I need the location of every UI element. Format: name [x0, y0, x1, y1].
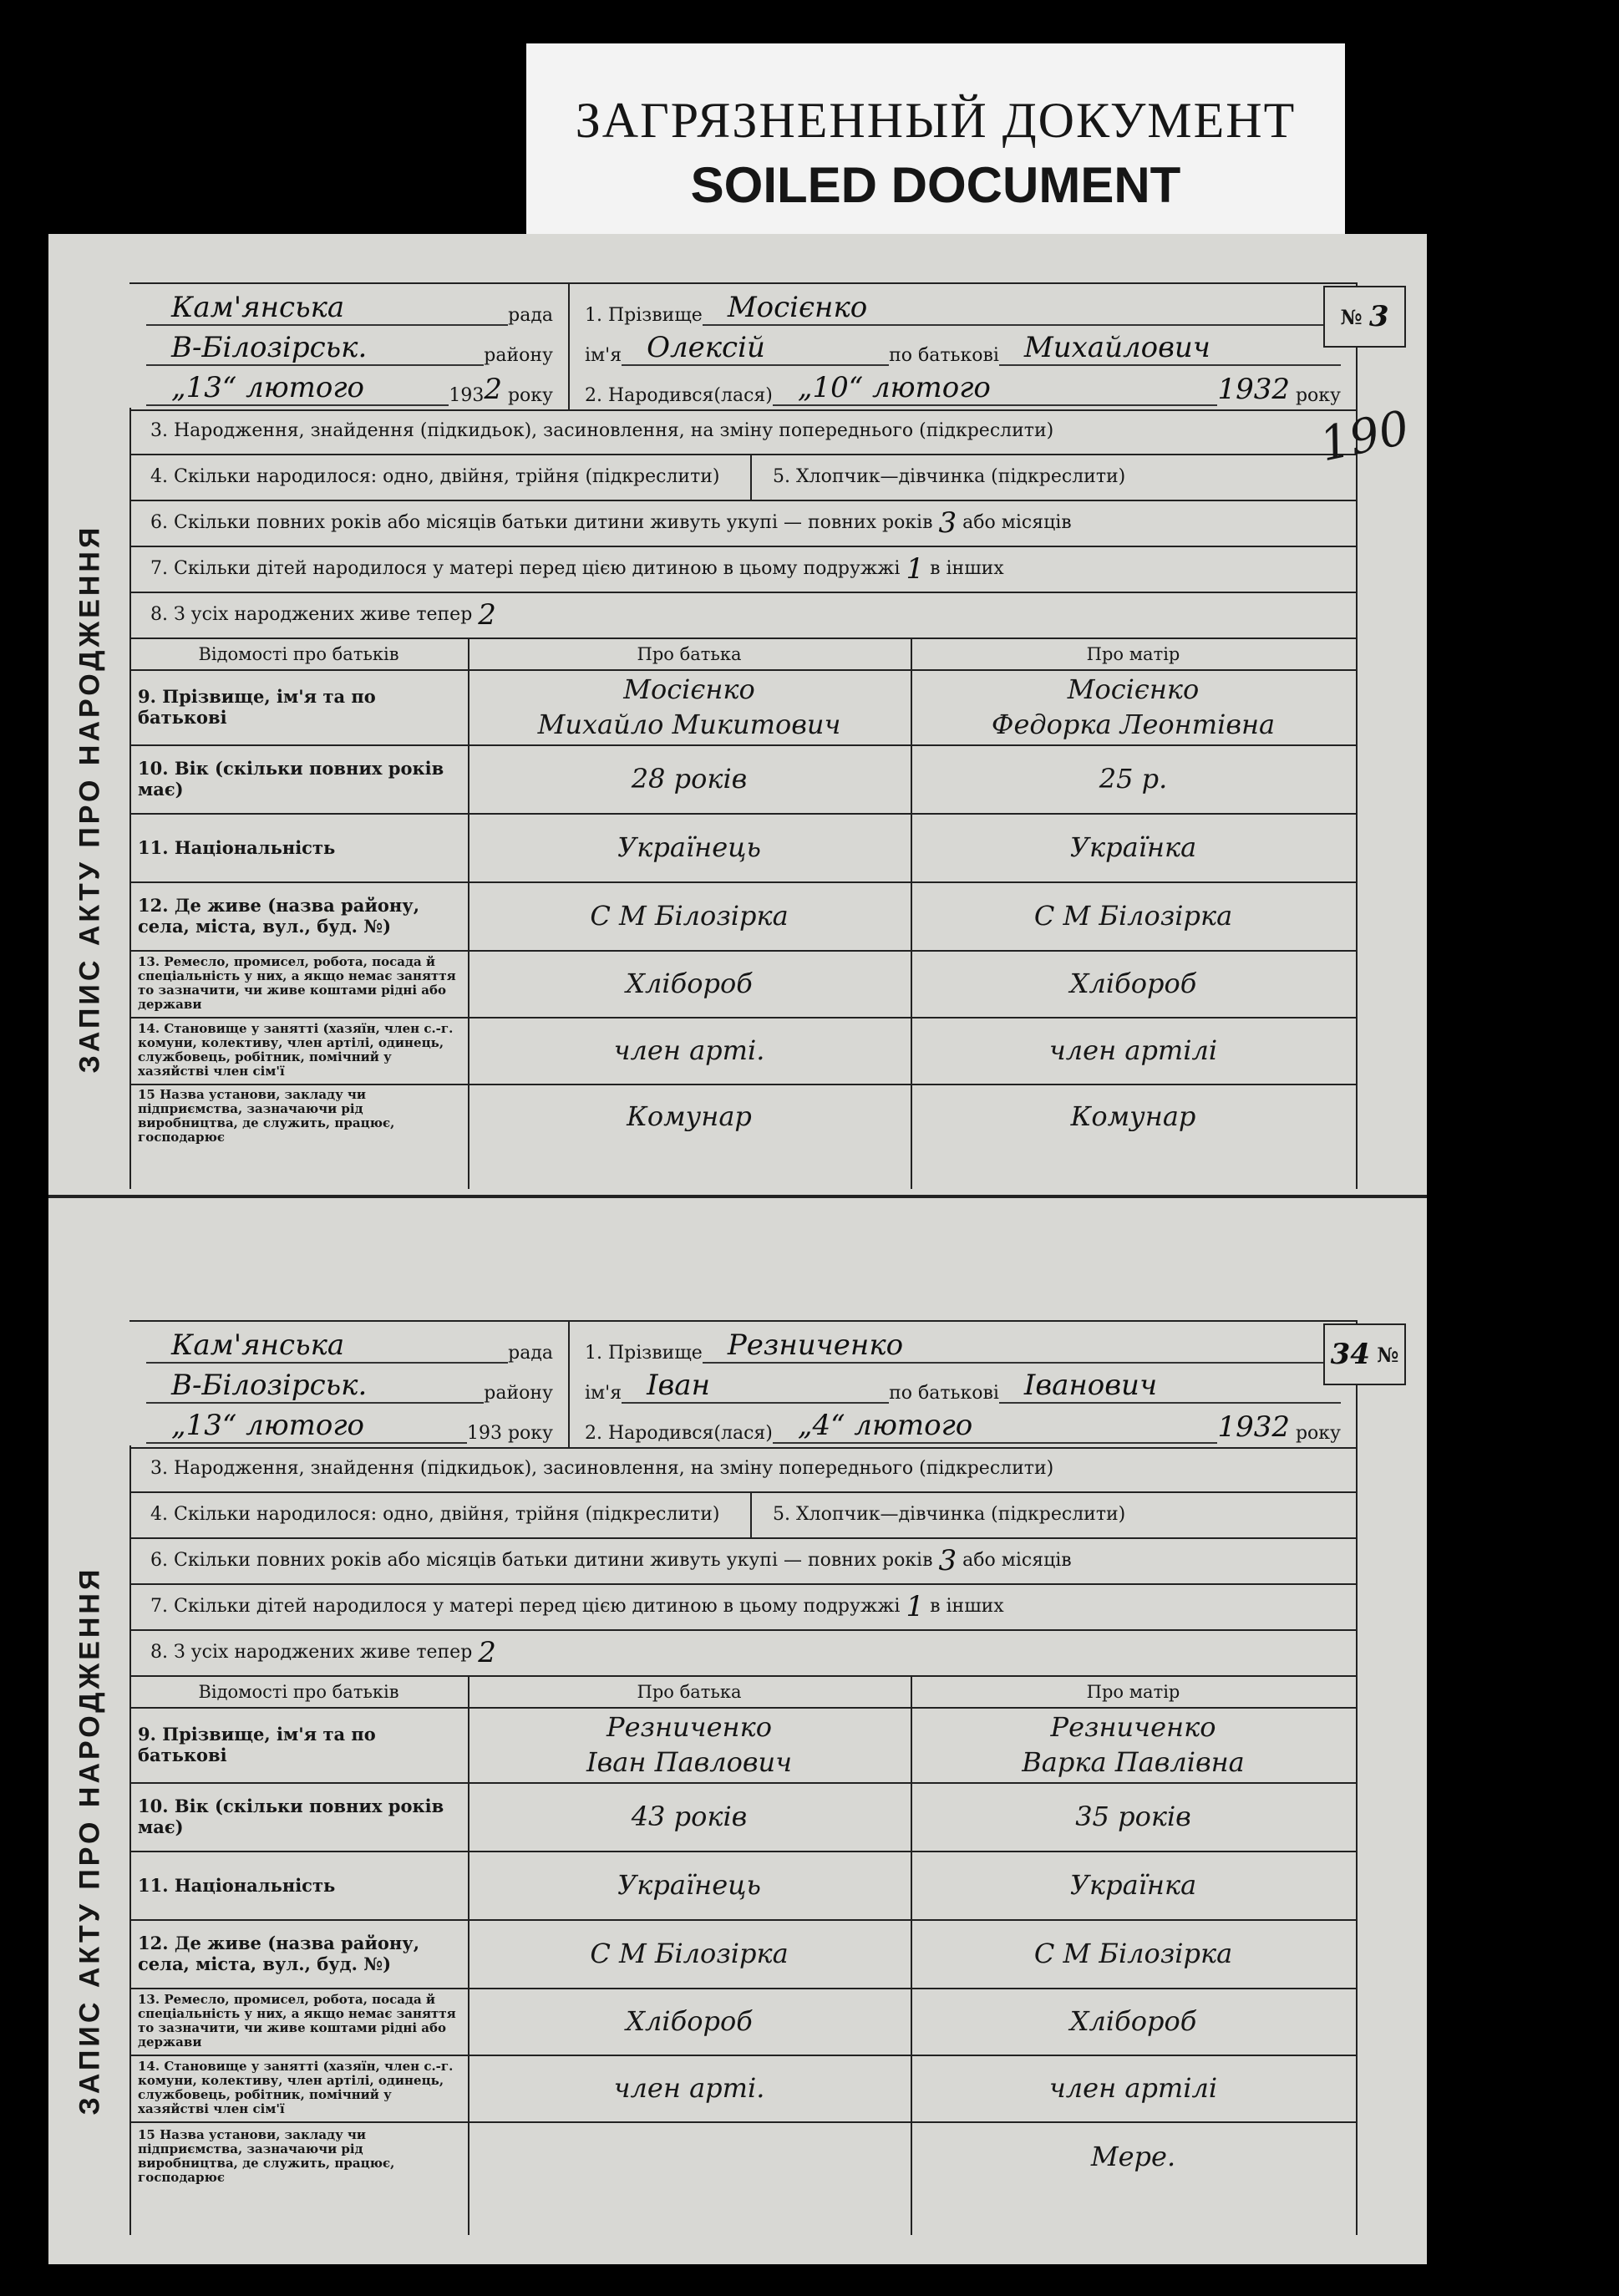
roku-label: року [1295, 385, 1341, 406]
mother-org: Комунар [1070, 1100, 1196, 1132]
mother-nationality: Українка [1069, 831, 1197, 863]
surname-label: 1. Прізвище [585, 305, 703, 326]
label-russian: ЗАГРЯЗНЕННЫЙ ДОКУМЕНТ [575, 93, 1297, 148]
question-6: 6. Скільки повних років або місяців батьки дитини живуть укупі — повних років 3 або місяців [129, 500, 1356, 547]
child-patronymic: Іванович [1023, 1369, 1158, 1402]
questions-block [129, 1445, 1358, 2235]
father-trade: Хлібороб [626, 2005, 753, 2037]
patronymic-label: по батькові [889, 345, 999, 366]
parents-table [129, 1675, 1356, 2235]
child-patronymic: Михайлович [1023, 331, 1210, 364]
father-address: С М Білозірка [590, 1938, 789, 1969]
question-3: 3. Народження, знайдення (підкидьок), засиновлення, на зміну попереднього (підкреслити) [129, 408, 1356, 455]
roku-label: року [507, 1423, 553, 1444]
mother-nationality: Українка [1069, 1869, 1197, 1901]
father-org [468, 2121, 911, 2192]
row-9-names: 9. Прізвище, ім'я та по батькові Резниченко Іван Павлович Резниченко Варка Павлівна [129, 1707, 1356, 1784]
question-8: 8. З усіх народжених живе тепер 2 [150, 1635, 496, 1669]
row-14-status: 14. Становище у занятті (хазяїн, член с.-г. комуни, колективу, член артілі, одинець, службовець, робітник, помічний у хазяйстві член сім'ї член арті. член артілі [129, 2055, 1356, 2123]
record-header [129, 282, 1389, 411]
question-4-5 [129, 454, 1356, 501]
father-address: С М Білозірка [590, 900, 789, 932]
row-12-address: 12. Де живе (назва району, села, міста, вул., буд. №) С М Білозірка С М Білозірка [129, 881, 1356, 952]
row-12-address: 12. Де живе (назва району, села, міста, вул., буд. №) С М Білозірка С М Білозірка [129, 1919, 1356, 1989]
question-3: 3. Народження, знайдення (підкидьок), засиновлення, на зміну попереднього (підкреслити) [129, 1445, 1356, 1493]
birth-date: „4“ лютого [797, 1409, 973, 1442]
parents-table-header: Відомості про батьків Про батька Про матір [129, 639, 1356, 671]
row-10-age: 10. Вік (скільки повних років має) 43 років 35 років [129, 1782, 1356, 1852]
birth-year: 1932 [1217, 1410, 1290, 1444]
row-14-status: 14. Становище у занятті (хазяїн, член с.-г. комуни, колективу, член артілі, одинець, службовець, робітник, помічний у хазяйстві член сім'ї член арті. член артілі [129, 1017, 1356, 1085]
row-11-nationality: 11. Національність Українець Українка [129, 813, 1356, 883]
rada-label: рада [508, 1343, 553, 1364]
side-title-block [50, 408, 131, 1189]
questions-block [129, 408, 1358, 1189]
mother-trade: Хлібороб [1069, 968, 1197, 999]
father-status: член арті. [613, 1034, 765, 1066]
question-6: 6. Скільки повних років або місяців батьки дитини живуть укупі — повних років 3 або місяців [129, 1537, 1356, 1585]
rada-value: Кам'янська [171, 1328, 345, 1362]
mother-status: член артілі [1048, 1034, 1218, 1066]
question-4: 4. Скільки народилося: одно, двійня, трійня (підкреслити) [129, 1491, 752, 1537]
raion-label: району [484, 1383, 553, 1404]
years-together: 3 [938, 505, 957, 540]
birth-date: „10“ лютого [797, 371, 991, 404]
mother-status: член артілі [1048, 2072, 1218, 2104]
side-title-block [50, 1445, 131, 2235]
question-5: 5. Хлопчик—дівчинка (підкреслити) [773, 1504, 1126, 1525]
registration-date: „13“ лютого [171, 371, 365, 404]
row-13-trade: 13. Ремесло, промисел, робота, посада й спеціальність у них, а якщо немає заняття то зазначити, чи живе коштами рідні або держави Хлібороб Хлібороб [129, 950, 1356, 1018]
question-8: 8. З усіх народжених живе тепер 2 [150, 597, 496, 632]
registry-office-block [129, 1322, 570, 1447]
born-label: 2. Народився(лася) [585, 1423, 773, 1444]
mother-trade: Хлібороб [1069, 2005, 1197, 2037]
number-sign: № [1377, 1342, 1399, 1367]
question-7: 7. Скільки дітей народилося у матері перед цією дитиною в цьому подружжі 1 в інших [129, 1583, 1356, 1631]
question-5: 5. Хлопчик—дівчинка (підкреслити) [773, 466, 1126, 487]
year-prefix: 193 [449, 385, 485, 406]
surname-label: 1. Прізвище [585, 1343, 703, 1364]
birth-record-2 [50, 1320, 1399, 2235]
raion-label: району [484, 345, 553, 366]
mother-address: С М Білозірка [1033, 1938, 1233, 1969]
raion-value: В-Білозірськ. [171, 331, 368, 364]
children-before: 1 [906, 551, 925, 586]
row-13-trade: 13. Ремесло, промисел, робота, посада й спеціальність у них, а якщо немає заняття то зазначити, чи живе коштами рідні або держави Хлібороб Хлібороб [129, 1988, 1356, 2056]
children-alive: 2 [478, 597, 496, 632]
mother-age: 25 р. [1099, 763, 1168, 795]
years-together: 3 [938, 1543, 957, 1577]
birth-year: 1932 [1217, 373, 1290, 406]
record-number: 34 [1330, 1338, 1370, 1371]
child-name: Олексій [647, 331, 765, 364]
born-label: 2. Народився(лася) [585, 385, 773, 406]
side-title: ЗАПИС АКТУ ПРО НАРОДЖЕННЯ [74, 1566, 105, 2115]
roku-label: року [1295, 1423, 1341, 1444]
row-15-org: 15 Назва установи, закладу чи підприємства, зазначаючи рід виробництва, де служить, працює, господарює Мере. [129, 2121, 1356, 2192]
name-label: ім'я [585, 1383, 622, 1404]
father-surname: Мосієнко [623, 673, 755, 705]
raion-value: В-Білозірськ. [171, 1369, 368, 1402]
record-separator [48, 1195, 1427, 1198]
label-english: SOILED DOCUMENT [690, 157, 1181, 213]
question-4-5 [129, 1491, 1356, 1539]
record-header [129, 1320, 1399, 1449]
mother-org: Мере. [1090, 2141, 1176, 2172]
rada-label: рада [508, 305, 553, 326]
question-4: 4. Скільки народилося: одно, двійня, трійня (підкреслити) [129, 454, 752, 500]
father-age: 43 років [631, 1801, 748, 1832]
mother-name: Варка Павлівна [1022, 1746, 1245, 1778]
patronymic-label: по батькові [889, 1383, 999, 1404]
parents-table [129, 637, 1356, 1189]
registration-year-digit: 2 [484, 373, 502, 406]
roku-label: року [507, 385, 553, 406]
registry-office-block [129, 284, 570, 409]
parents-table-header: Відомості про батьків Про батька Про матір [129, 1677, 1356, 1709]
side-title: ЗАПИС АКТУ ПРО НАРОДЖЕННЯ [74, 524, 105, 1073]
mother-address: С М Білозірка [1033, 900, 1233, 932]
mother-surname: Мосієнко [1067, 673, 1200, 705]
mother-name: Федорка Леонтівна [991, 709, 1276, 740]
registration-date: „13“ лютого [171, 1409, 365, 1442]
number-sign: № [1340, 304, 1363, 329]
child-surname: Резниченко [727, 1328, 904, 1362]
child-surname: Мосієнко [727, 291, 868, 324]
row-10-age: 10. Вік (скільки повних років має) 28 років 25 р. [129, 744, 1356, 815]
row-9-names: 9. Прізвище, ім'я та по батькові Мосієнко Михайло Микитович Мосієнко Федорка Леонтівна [129, 669, 1356, 746]
child-name: Іван [647, 1369, 710, 1402]
father-trade: Хлібороб [626, 968, 753, 999]
record-number-box [1323, 1323, 1406, 1385]
father-name: Михайло Микитович [537, 709, 841, 740]
record-number-box [1323, 286, 1406, 348]
question-7: 7. Скільки дітей народилося у матері перед цією дитиною в цьому подружжі 1 в інших [129, 546, 1356, 593]
rada-value: Кам'янська [171, 291, 345, 324]
mother-age: 35 років [1075, 1801, 1191, 1832]
row-11-nationality: 11. Національність Українець Українка [129, 1851, 1356, 1921]
row-15-org: 15 Назва установи, закладу чи підприємства, зазначаючи рід виробництва, де служить, працює, господарює Комунар Комунар [129, 1084, 1356, 1149]
father-status: член арті. [613, 2072, 765, 2104]
page-annotation: 190 [1315, 400, 1414, 473]
father-nationality: Українець [617, 1869, 761, 1901]
name-label: ім'я [585, 345, 622, 366]
father-nationality: Українець [617, 831, 761, 863]
father-surname: Резниченко [606, 1711, 772, 1743]
mother-surname: Резниченко [1050, 1711, 1216, 1743]
father-org: Комунар [627, 1100, 752, 1132]
year-prefix: 193 [466, 1423, 502, 1444]
children-alive: 2 [478, 1635, 496, 1669]
father-name: Іван Павлович [586, 1746, 792, 1778]
children-before: 1 [906, 1589, 925, 1623]
record-number: 3 [1368, 300, 1389, 333]
father-age: 28 років [631, 763, 748, 795]
